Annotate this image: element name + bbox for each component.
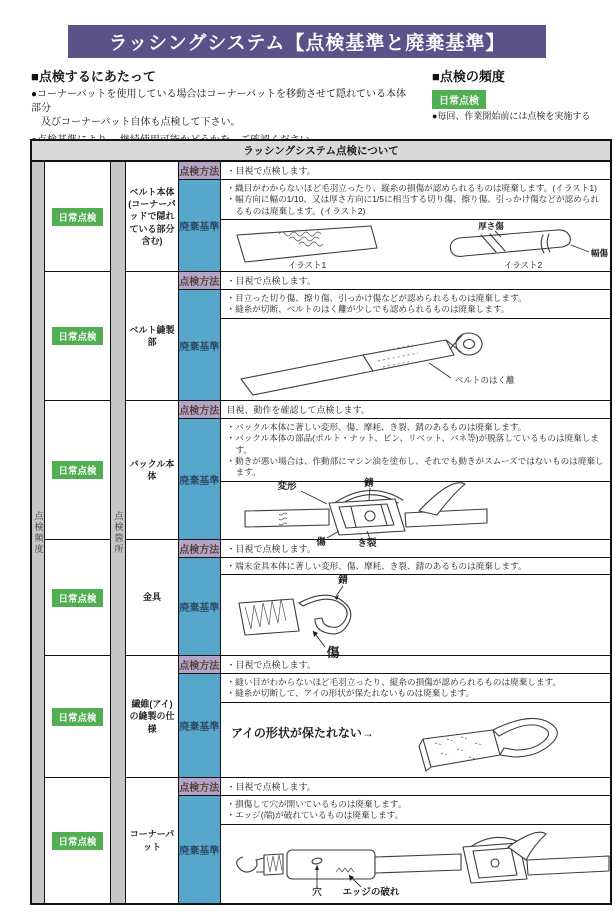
column-location-label: 点検箇所 [113,510,124,555]
daily-inspection-badge: 日常点検 [52,208,102,226]
table-row [45,540,610,661]
discard-label: 廃棄基準 [179,674,221,777]
page-title: ラッシングシステム【点検基準と廃棄基準】 [108,33,506,54]
hook-damage-drawing [223,569,615,661]
discard-label: 廃棄基準 [179,796,221,903]
discard-criteria: ・織目がわからないほど毛羽立ったり、縦糸の損傷が認められるものは廃棄します。(イラスト1) ・幅方向に幅の1/10、又は厚さ方向に1/5に相当する切り傷、擦り傷、引っかけ傷などが認められるものは廃棄します。(イラスト2) [221,180,611,220]
belt-peel-illustration [221,319,611,400]
svg-text:傷: 傷 [325,645,340,661]
frequency-cell [45,656,110,777]
discard-criteria: ・縫い目がわからないほど毛羽立ったり、縦糸の損傷が認められるものは廃棄します。 ・縫糸が切断して、アイの形状が保たれないものは廃棄します。 [221,674,611,703]
daily-inspection-badge: 日常点検 [52,327,102,345]
discard-label: 廃棄基準 [179,180,221,271]
discard-label: 廃棄基準 [179,290,221,400]
table-row [45,656,610,778]
method-text: ・目視で点検します。 [226,276,316,286]
svg-text:錆: 錆 [363,478,374,490]
eye-shape-drawing [223,705,615,775]
daily-inspection-badge: 日常点検 [52,461,102,479]
method-label: 点検方法 [179,778,221,795]
page-title-banner [68,25,546,58]
column-frequency-label: 点検頻度 [33,510,44,555]
part-name: 繊維(アイ)の縫製の仕様 [126,656,179,777]
svg-text:傷: 傷 [315,537,326,549]
svg-text:イラスト1: イラスト1 [287,260,326,271]
method-text: ・目視で点検します。 [226,660,316,670]
svg-text:き裂: き裂 [356,538,377,550]
part-name: 金具 [126,540,179,655]
method-label: 点検方法 [179,272,221,289]
frequency-cell [45,272,110,400]
corner-pad-illustration [221,825,611,903]
svg-text:ベルトのはく離: ベルトのはく離 [454,375,515,386]
table-header: ラッシングシステム点検について [32,141,610,162]
svg-text:アイの形状が保たれない→: アイの形状が保たれない→ [230,725,374,740]
hook-damage-illustration [221,575,611,661]
discard-criteria: ・端末金具本体に著しい変形、傷、摩耗、き裂、錆のあるものは廃棄します。 [221,558,611,575]
discard-criteria: ・目立った切り傷、擦り傷、引っかけ傷などが認められるものは廃棄します。 ・縫糸が切断、ベルトのはく離が少しでも認められるものは廃棄します。 [221,290,611,319]
table-rows [45,162,610,903]
part-name: バックル本体 [126,401,179,539]
svg-text:エッジの破れ: エッジの破れ [342,886,399,898]
frequency-note: ●毎回、作業開始前には点検を実施する [432,111,591,121]
svg-text:穴: 穴 [311,886,322,898]
frequency-cell [45,401,110,539]
corner-pad-drawing [223,829,615,899]
intro-bullet-1-line1: ●コーナーパットを使用している場合はコーナーパットを移動させて隠れている本体部分 [31,89,407,114]
column-frequency [32,162,45,903]
table-row [45,778,610,903]
method-label: 点検方法 [179,540,221,557]
frequency-badge: 日常点検 [432,90,486,109]
discard-label: 廃棄基準 [179,558,221,655]
discard-label: 廃棄基準 [179,419,221,539]
column-location [110,162,126,903]
intro-heading: ■点検するにあたって [31,69,156,84]
table-row [45,272,610,401]
method-text: ・目視で点検します。 [226,166,316,176]
table-row [45,162,610,272]
method-label: 点検方法 [179,656,221,673]
daily-inspection-badge: 日常点検 [52,708,102,726]
inspection-table [30,139,612,905]
intro-bullet-1-line2: 及びコーナーパット自体も点検して下さい。 [31,116,241,128]
frequency-cell [45,778,110,903]
part-name: ベルト縫製部 [126,272,179,400]
frequency-cell [45,162,110,271]
frequency-heading: ■点検の頻度 [432,69,505,84]
eye-shape-illustration [221,703,611,777]
belt-damage-illustration [221,220,611,271]
discard-criteria: ・バックル本体に著しい変形、傷、摩耗、き裂、錆のあるものは廃棄します。 ・バックル本体の部品(ボルト・ナット、ピン、リベット、バネ等)が脱落しているものは廃棄します。 ・動きが悪い場合は、作動部にマシン油を塗布し、それでも動きがスムーズではないものは廃棄します。 [221,419,611,482]
svg-text:幅傷: 幅傷 [590,248,608,259]
belt-damage-drawing [223,221,615,270]
method-label: 点検方法 [179,401,221,418]
table-body [32,162,610,903]
method-text: ・目視で点検します。 [226,782,316,792]
method-label: 点検方法 [179,162,221,179]
part-name: ベルト本体 (コーナーパッドで隠れている部分含む) [126,162,179,271]
method-text: ・目視で点検します。 [226,544,316,554]
frequency-cell [45,540,110,655]
part-name: コーナーパット [126,778,179,903]
svg-text:厚さ傷: 厚さ傷 [477,221,504,232]
svg-text:錆: 錆 [337,575,348,587]
svg-text:変形: 変形 [276,481,297,493]
discard-criteria: ・損傷して穴が開いているものは廃棄します。 ・エッジ(端)が破れているものは廃棄します。 [221,796,611,825]
daily-inspection-badge: 日常点検 [52,832,102,850]
belt-peel-drawing [223,321,615,397]
svg-text:イラスト2: イラスト2 [503,260,542,271]
daily-inspection-badge: 日常点検 [52,589,102,607]
method-text: 目視、動作を確認して点検します。 [226,405,370,415]
